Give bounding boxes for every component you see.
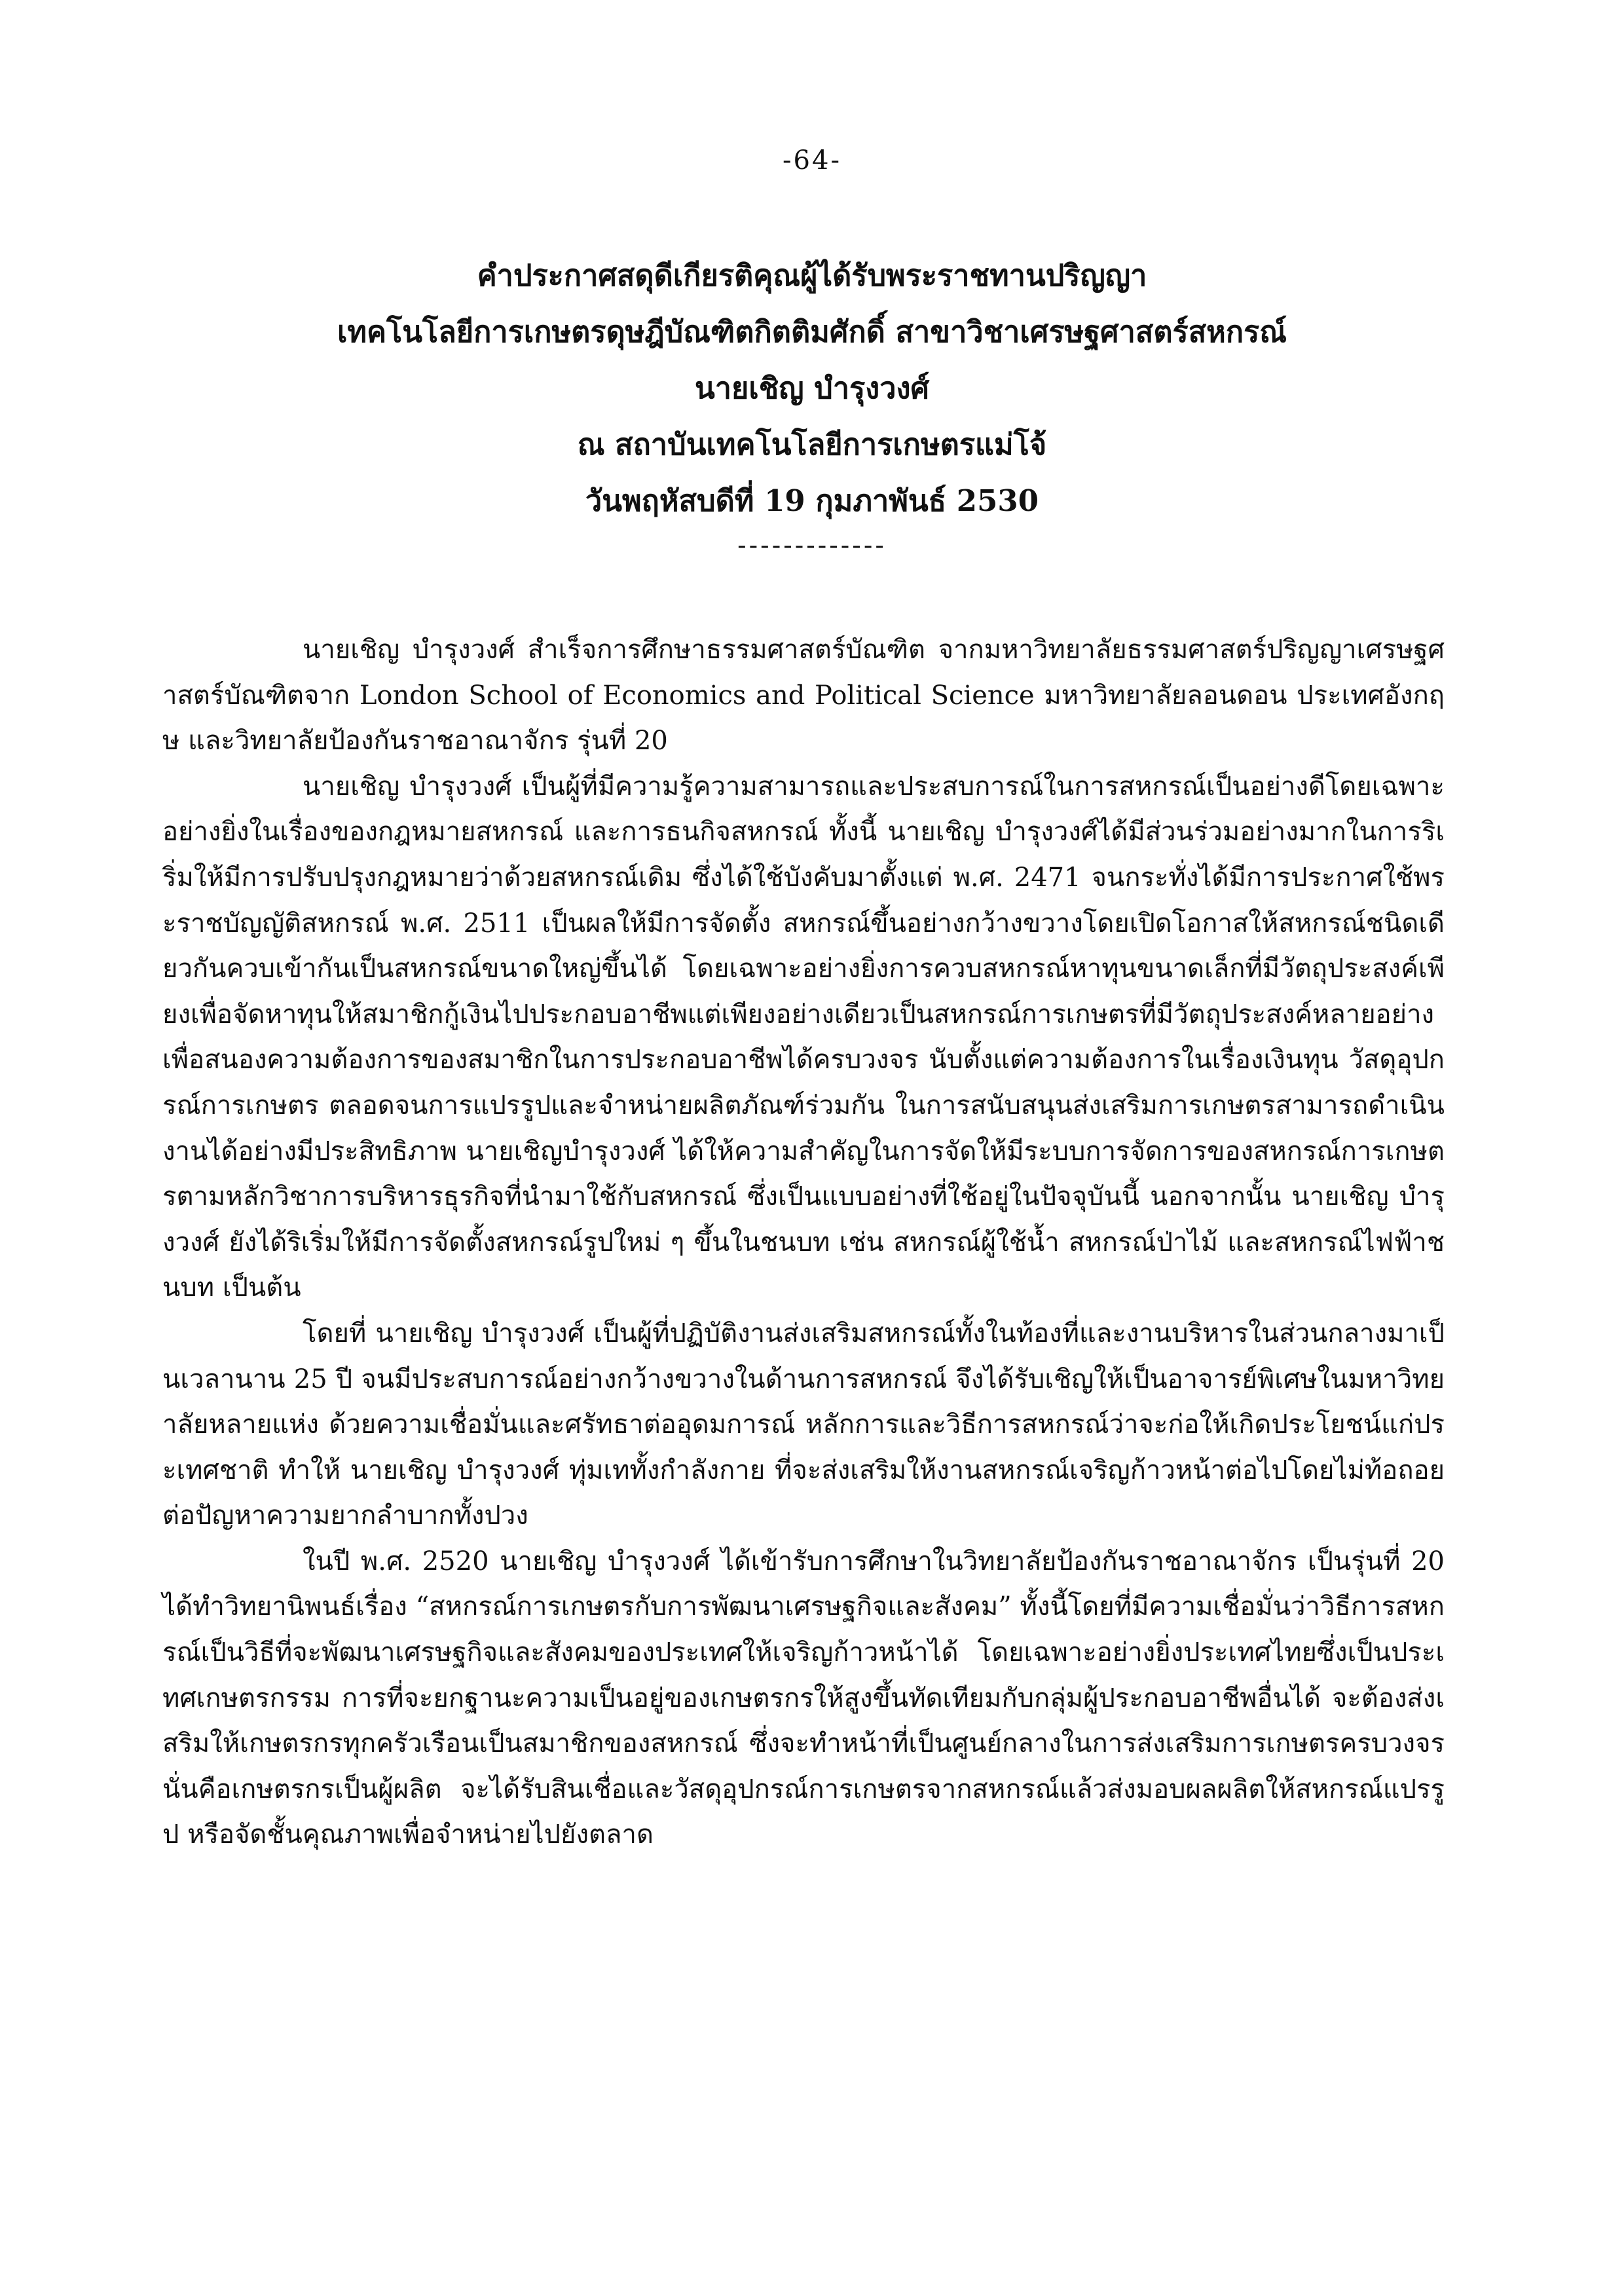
- title-divider: -------------: [737, 531, 887, 561]
- paragraph: ในปี พ.ศ. 2520 นายเชิญ บำรุงวงศ์ ได้เข้ารับการศึกษาในวิทยาลัยป้องกันราชอาณาจักร เป็นรุ่นที่ 20 ได้ทำวิทยานิพนธ์เรื่อง “สหกรณ์การเกษตรกับการพัฒนาเศรษฐกิจและสังคม” ทั้งนี้โดยที่มีความเชื่อมั่นว่าวิธีการสหกรณ์เป็นวิธีที่จะพัฒนาเศรษฐกิจและสังคมของประเทศให้เจริญก้าวหน้าได้ โดยเฉพาะอย่างยิ่งประเทศไทยซึ่งเป็นประเทศเกษตรกรรม การที่จะยกฐานะความเป็นอยู่ของเกษตรกรให้สูงขึ้นทัดเทียมกับกลุ่มผู้ประกอบอาชีพอื่นได้ จะต้องส่งเสริมให้เกษตรกรทุกครัวเรือนเป็นสมาชิกของสหกรณ์ ซึ่งจะทำหน้าที่เป็นศูนย์กลางในการส่งเสริมการเกษตรครบวงจร นั่นคือเกษตรกรเป็นผู้ผลิต จะได้รับสินเชื่อและวัสดุอุปกรณ์การเกษตรจากสหกรณ์แล้วส่งมอบผลผลิตให้สหกรณ์แปรรูป หรือจัดชั้นคุณภาพเพื่อจำหน่ายไปยังตลาด: [162, 1546, 1445, 1850]
- title-block: [157, 248, 1467, 562]
- ceremony-venue: ณ สถาบันเทคโนโลยีการเกษตรแม่โจ้: [577, 427, 1047, 462]
- paragraph: นายเชิญ บำรุงวงศ์ สำเร็จการศึกษาธรรมศาสตร์บัณฑิต จากมหาวิทยาลัยธรรมศาสตร์ปริญญาเศรษฐศาสตร์บัณฑิตจาก London School of Economics and Political Science มหาวิทยาลัยลอนดอน ประเทศอังกฤษ และวิทยาลัยป้องกันราชอาณาจักร รุ่นที่ 20: [162, 635, 1445, 756]
- ceremony-date: วันพฤหัสบดีที่ 19 กุมภาพันธ์ 2530: [585, 483, 1039, 518]
- title-line: คำประกาศสดุดีเกียรติคุณผู้ได้รับพระราชทานปริญญา: [477, 258, 1147, 293]
- title-line: เทคโนโลยีการเกษตรดุษฎีบัณฑิตกิตติมศักดิ์ สาขาวิชาเศรษฐศาสตร์สหกรณ์: [337, 314, 1287, 349]
- paragraph: โดยที่ นายเชิญ บำรุงวงศ์ เป็นผู้ที่ปฏิบัติงานส่งเสริมสหกรณ์ทั้งในท้องที่และงานบริหารในส่วนกลางมาเป็นเวลานาน 25 ปี จนมีประสบการณ์อย่างกว้างขวางในด้านการสหกรณ์ จึงได้รับเชิญให้เป็นอาจารย์พิเศษในมหาวิทยาลัยหลายแห่ง ด้วยความเชื่อมั่นและศรัทธาต่ออุดมการณ์ หลักการและวิธีการสหกรณ์ว่าจะก่อให้เกิดประโยชน์แก่ประเทศชาติ ทำให้ นายเชิญ บำรุงวงศ์ ทุ่มเททั้งกำลังกาย ที่จะส่งเสริมให้งานสหกรณ์เจริญก้าวหน้าต่อไปโดยไม่ท้อถอยต่อปัญหาความยากลำบากทั้งปวง: [162, 1318, 1445, 1531]
- paragraph: นายเชิญ บำรุงวงศ์ เป็นผู้ที่มีความรู้ความสามารถและประสบการณ์ในการสหกรณ์เป็นอย่างดีโดยเฉพาะอย่างยิ่งในเรื่องของกฎหมายสหกรณ์ และการธนกิจสหกรณ์ ทั้งนี้ นายเชิญ บำรุงวงศ์ได้มีส่วนร่วมอย่างมากในการริเริ่มให้มีการปรับปรุงกฎหมายว่าด้วยสหกรณ์เดิม ซึ่งได้ใช้บังคับมาตั้งแต่ พ.ศ. 2471 จนกระทั่งได้มีการประกาศใช้พระราชบัญญัติสหกรณ์ พ.ศ. 2511 เป็นผลให้มีการจัดตั้ง สหกรณ์ขึ้นอย่างกว้างขวางโดยเปิดโอกาสให้สหกรณ์ชนิดเดียวกันควบเข้ากันเป็นสหกรณ์ขนาดใหญ่ขึ้นได้ โดยเฉพาะอย่างยิ่งการควบสหกรณ์หาทุนขนาดเล็กที่มีวัตถุประสงค์เพียงเพื่อจัดหาทุนให้สมาชิกกู้เงินไปประกอบอาชีพแต่เพียงอย่างเดียวเป็นสหกรณ์การเกษตรที่มีวัตถุประสงค์หลายอย่าง เพื่อสนองความต้องการของสมาชิกในการประกอบอาชีพได้ครบวงจร นับตั้งแต่ความต้องการในเรื่องเงินทุน วัสดุอุปกรณ์การเกษตร ตลอดจนการแปรรูปและจำหน่ายผลิตภัณฑ์ร่วมกัน ในการสนับสนุนส่งเสริมการเกษตรสามารถดำเนินงานได้อย่างมีประสิทธิภาพ นายเชิญบำรุงวงศ์ ได้ให้ความสำคัญในการจัดให้มีระบบการจัดการของสหกรณ์การเกษตรตามหลักวิชาการบริหารธุรกิจที่นำมาใช้กับสหกรณ์ ซึ่งเป็นแบบอย่างที่ใช้อยู่ในปัจจุบันนี้ นอกจากนั้น นายเชิญ บำรุงวงศ์ ยังได้ริเริ่มให้มีการจัดตั้งสหกรณ์รูปใหม่ ๆ ขึ้นในชนบท เช่น สหกรณ์ผู้ใช้น้ำ สหกรณ์ป่าไม้ และสหกรณ์ไฟฟ้าชนบท เป็นต้น: [162, 771, 1445, 1303]
- honoree-name: นายเชิญ บำรุงวงศ์: [694, 371, 930, 405]
- page-number: -64-: [783, 145, 841, 176]
- body-text: [162, 627, 1445, 1858]
